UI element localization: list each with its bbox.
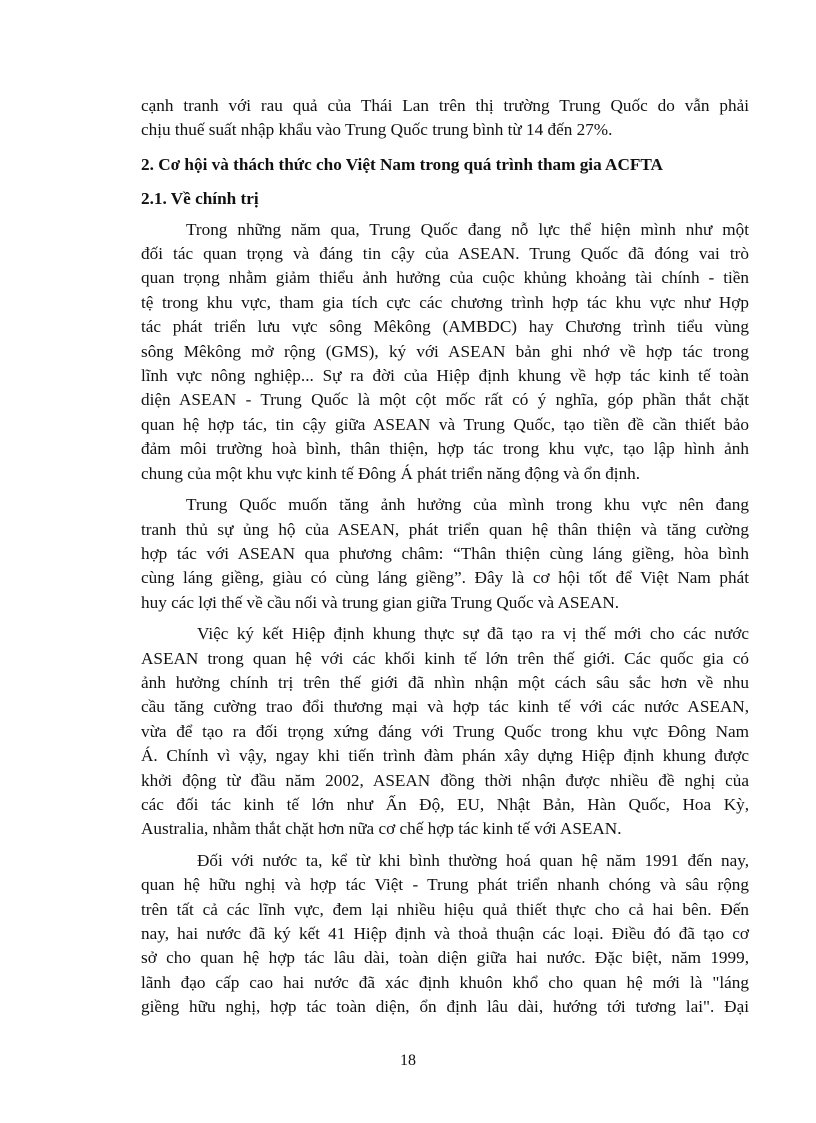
- page-number: 18: [400, 1052, 416, 1069]
- text-line: Đối với nước ta, kể từ khi bình thường hoá quan hệ năm 1991 đến nay,: [197, 850, 749, 870]
- paragraph-3: [141, 622, 749, 842]
- text-line: sở cho quan hệ hợp tác lâu dài, toàn diện giữa hai nước. Đặc biệt, năm 1999,: [141, 948, 749, 968]
- text-line: ASEAN trong quan hệ với các khối kinh tế lớn trên thế giới. Các quốc gia có: [141, 648, 749, 668]
- text-line: ảnh hưởng chính trị trên thế giới đã nhìn nhận một cách sâu sắc hơn về nhu: [141, 672, 749, 692]
- text-line: đối tác quan trọng và đáng tin cậy của ASEAN. Trung Quốc đã đóng vai trò: [141, 244, 749, 264]
- text-line: chung của một khu vực kinh tế Đông Á phát triển năng động và ổn định.: [141, 463, 641, 483]
- text-line: quan hệ hợp tác, tin cậy giữa ASEAN và Trung Quốc, tạo tiền đề cần thiết bảo: [141, 414, 749, 434]
- text-line: quan trọng nhằm giảm thiểu ảnh hưởng của cuộc khủng khoảng tài chính - tiền: [141, 268, 749, 288]
- text-line: Trung Quốc muốn tăng ảnh hưởng của mình trong khu vực nên đang: [186, 495, 749, 515]
- text-line: lĩnh vực nông nghiệp... Sự ra đời của Hiệp định khung về hợp tác kinh tế toàn: [141, 366, 749, 386]
- text-line: khởi động từ đầu năm 2002, ASEAN đồng thời nhận được nhiều đề nghị của: [141, 770, 749, 790]
- text-line: diện ASEAN - Trung Quốc là một cột mốc rất có ý nghĩa, góp phần thắt chặt: [141, 390, 749, 410]
- text-line: cạnh tranh với rau quả của Thái Lan trên thị trường Trung Quốc do vẫn phải: [141, 96, 749, 115]
- text-line: lãnh đạo cấp cao hai nước đã xác định khuôn khổ cho quan hệ mới là "láng: [141, 972, 749, 992]
- document-page: [141, 94, 749, 1020]
- text-line: trên tất cả các lĩnh vực, đem lại nhiều hiệu quả thiết thực cho cả hai bên. Đến: [141, 899, 749, 919]
- text-line: Việc ký kết Hiệp định khung thực sự đã tạo ra vị thế mới cho các nước: [197, 624, 749, 644]
- paragraph-2: [141, 493, 749, 615]
- text-line: cùng láng giềng, giàu có cùng láng giềng”. Đây là cơ hội tốt để Việt Nam phát: [141, 568, 749, 588]
- text-line: huy các lợi thế về cầu nối và trung gian giữa Trung Quốc và ASEAN.: [141, 592, 620, 612]
- subsection-heading: 2.1. Về chính trị: [141, 189, 259, 209]
- text-line: nay, hai nước đã ký kết 41 Hiệp định và thoả thuận các loại. Điều đó đã tạo cơ: [141, 924, 749, 943]
- section-heading: 2. Cơ hội và thách thức cho Việt Nam trong quá trình tham gia ACFTA: [141, 154, 663, 174]
- text-line: chịu thuế suất nhập khẩu vào Trung Quốc trung bình từ 14 đến 27%.: [141, 120, 613, 140]
- text-line: hợp tác với ASEAN qua phương châm: “Thân thiện cùng láng giềng, hòa bình: [141, 543, 749, 563]
- text-line: giềng hữu nghị, hợp tác toàn diện, ổn định lâu dài, hướng tới tương lai". Đại: [141, 997, 749, 1017]
- text-line: tranh thủ sự ủng hộ của ASEAN, phát triển quan hệ thân thiện và tăng cường: [141, 519, 749, 539]
- text-line: tác phát triển lưu vực sông Mêkông (AMBDC) hay Chương trình tiểu vùng: [141, 317, 749, 337]
- intro-paragraph: [141, 94, 749, 143]
- text-line: các đối tác kinh tế lớn như Ấn Độ, EU, Nhật Bản, Hàn Quốc, Hoa Kỳ,: [141, 794, 749, 814]
- text-line: tệ trong khu vực, tham gia tích cực các chương trình hợp tác khu vực như Hợp: [141, 292, 749, 312]
- text-line: cầu tăng cường trao đổi thương mại và hợp tác kinh tế với các nước ASEAN,: [141, 697, 749, 717]
- text-line: Australia, nhằm thắt chặt hơn nữa cơ chế hợp tác kinh tế với ASEAN.: [141, 819, 622, 839]
- paragraph-4: [141, 849, 749, 1020]
- text-line: Á. Chính vì vậy, ngay khi tiến trình đàm phán xây dựng Hiệp định khung được: [141, 746, 749, 766]
- text-line: đảm môi trường hoà bình, thân thiện, hợp tác trong khu vực, tạo lập hình ảnh: [141, 439, 749, 459]
- text-line: Trong những năm qua, Trung Quốc đang nỗ lực thể hiện mình như một: [186, 219, 749, 239]
- text-line: sông Mêkông mở rộng (GMS), ký với ASEAN bản ghi nhớ về hợp tác trong: [141, 341, 749, 361]
- text-line: quan hệ hữu nghị và hợp tác Việt - Trung phát triển nhanh chóng và sâu rộng: [141, 875, 749, 895]
- text-line: vừa để tạo ra đối trọng xứng đáng với Trung Quốc trong khu vực Đông Nam: [141, 721, 749, 741]
- paragraph-1: [141, 218, 749, 486]
